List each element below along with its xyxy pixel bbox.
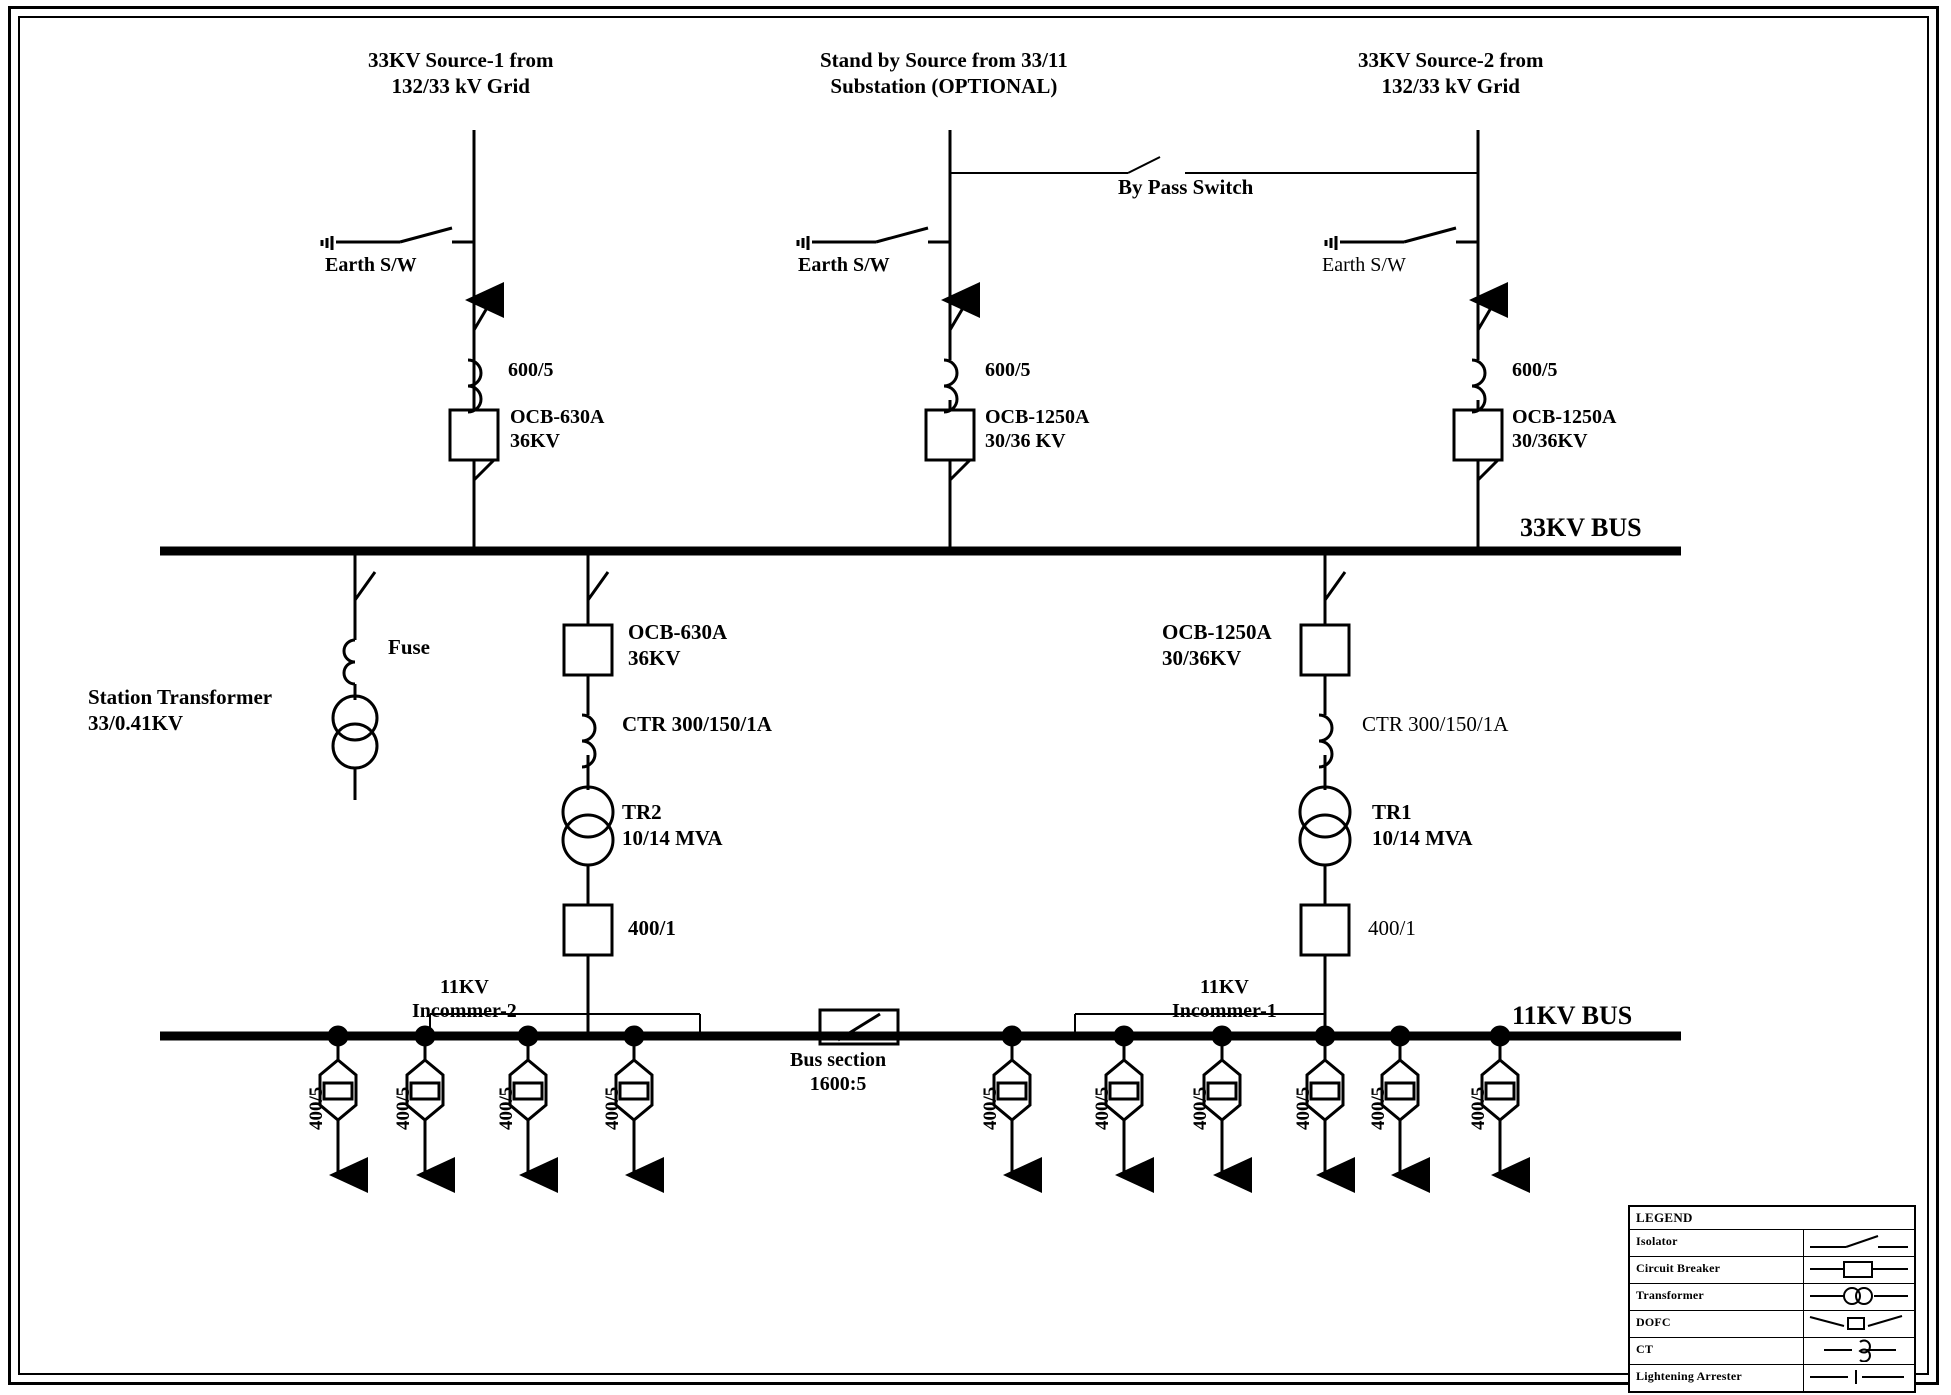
legend-row [1630,1284,1914,1311]
ocb-incoming-1-label: OCB-630A 36KV [510,406,605,453]
tr1-lv-ct-label: 400/1 [1368,916,1416,940]
outgoing-left-ct-1: 400/5 [306,1086,327,1130]
earth-switch-1-label: Earth S/W [325,254,417,276]
legend-label-lightning-arrester: Lightening Arrester [1630,1365,1804,1391]
legend-label-dofc: DOFC [1630,1311,1804,1337]
legend-label-circuit-breaker: Circuit Breaker [1630,1257,1804,1283]
earth-switch-3-label: Earth S/W [1322,254,1406,276]
source1-label: 33KV Source-1 from 132/33 kV Grid [368,48,554,98]
outgoing-right-ct-2: 400/5 [1092,1086,1113,1130]
ct-incoming-1-label: 600/5 [508,359,554,381]
legend-row [1630,1365,1914,1391]
bypass-switch-label: By Pass Switch [1118,175,1254,199]
outgoing-left-ct-3: 400/5 [496,1086,517,1130]
legend-label-ct: CT [1630,1338,1804,1364]
legend-row [1630,1311,1914,1338]
outgoing-right-ct-6: 400/5 [1468,1086,1489,1130]
outgoing-feeders-right [994,1027,1518,1175]
bus-33kv-label: 33KV BUS [1520,513,1642,542]
legend-label-transformer: Transformer [1630,1284,1804,1310]
ocb-incoming-2-label: OCB-1250A 30/36 KV [985,406,1090,453]
tr2-ctr-label: CTR 300/150/1A [622,712,772,736]
outgoing-right-ct-3: 400/5 [1190,1086,1211,1130]
outgoing-right-ct-1: 400/5 [980,1086,1001,1130]
tr2-breaker-label: OCB-630A 36KV [628,620,728,670]
standby-source-label: Stand by Source from 33/11 Substation (OPTIONAL) [820,48,1068,98]
incomer-2-label: 11KV Incommer-2 [412,976,517,1023]
incomer-1-label: 11KV Incommer-1 [1172,976,1277,1023]
isolator-icon [1804,1230,1914,1256]
fuse-label: Fuse [388,635,430,659]
tr1-ctr-label: CTR 300/150/1A [1362,712,1509,736]
tr2-transformer-label: TR2 10/14 MVA [622,800,723,850]
tr2-lv-ct-label: 400/1 [628,916,676,940]
ct-incoming-3-label: 600/5 [1512,359,1558,381]
legend-row [1630,1257,1914,1284]
legend-title: LEGEND [1630,1207,1914,1230]
ct-incoming-2-label: 600/5 [985,359,1031,381]
outgoing-left-ct-2: 400/5 [393,1086,414,1130]
legend-row [1630,1338,1914,1365]
earth-switch-2-label: Earth S/W [798,254,890,276]
dofc-icon [1804,1311,1914,1337]
tr1-transformer-label: TR1 10/14 MVA [1372,800,1473,850]
bus-11kv-label: 11KV BUS [1512,1001,1633,1030]
ct-icon [1804,1338,1914,1364]
ocb-incoming-3-label: OCB-1250A 30/36KV [1512,406,1617,453]
outgoing-right-ct-4: 400/5 [1293,1086,1314,1130]
bus-section-label: Bus section 1600:5 [790,1049,887,1096]
legend-box [1628,1205,1916,1393]
lightning-arrester-icon [1804,1365,1914,1391]
legend-label-isolator: Isolator [1630,1230,1804,1256]
circuit-breaker-icon [1804,1257,1914,1283]
legend-row [1630,1230,1914,1257]
outgoing-right-ct-5: 400/5 [1368,1086,1389,1130]
tr1-breaker-label: OCB-1250A 30/36KV [1162,620,1272,670]
source2-label: 33KV Source-2 from 132/33 kV Grid [1358,48,1544,98]
outgoing-left-ct-4: 400/5 [602,1086,623,1130]
station-transformer-label: Station Transformer 33/0.41KV [88,685,273,735]
transformer-icon [1804,1284,1914,1310]
